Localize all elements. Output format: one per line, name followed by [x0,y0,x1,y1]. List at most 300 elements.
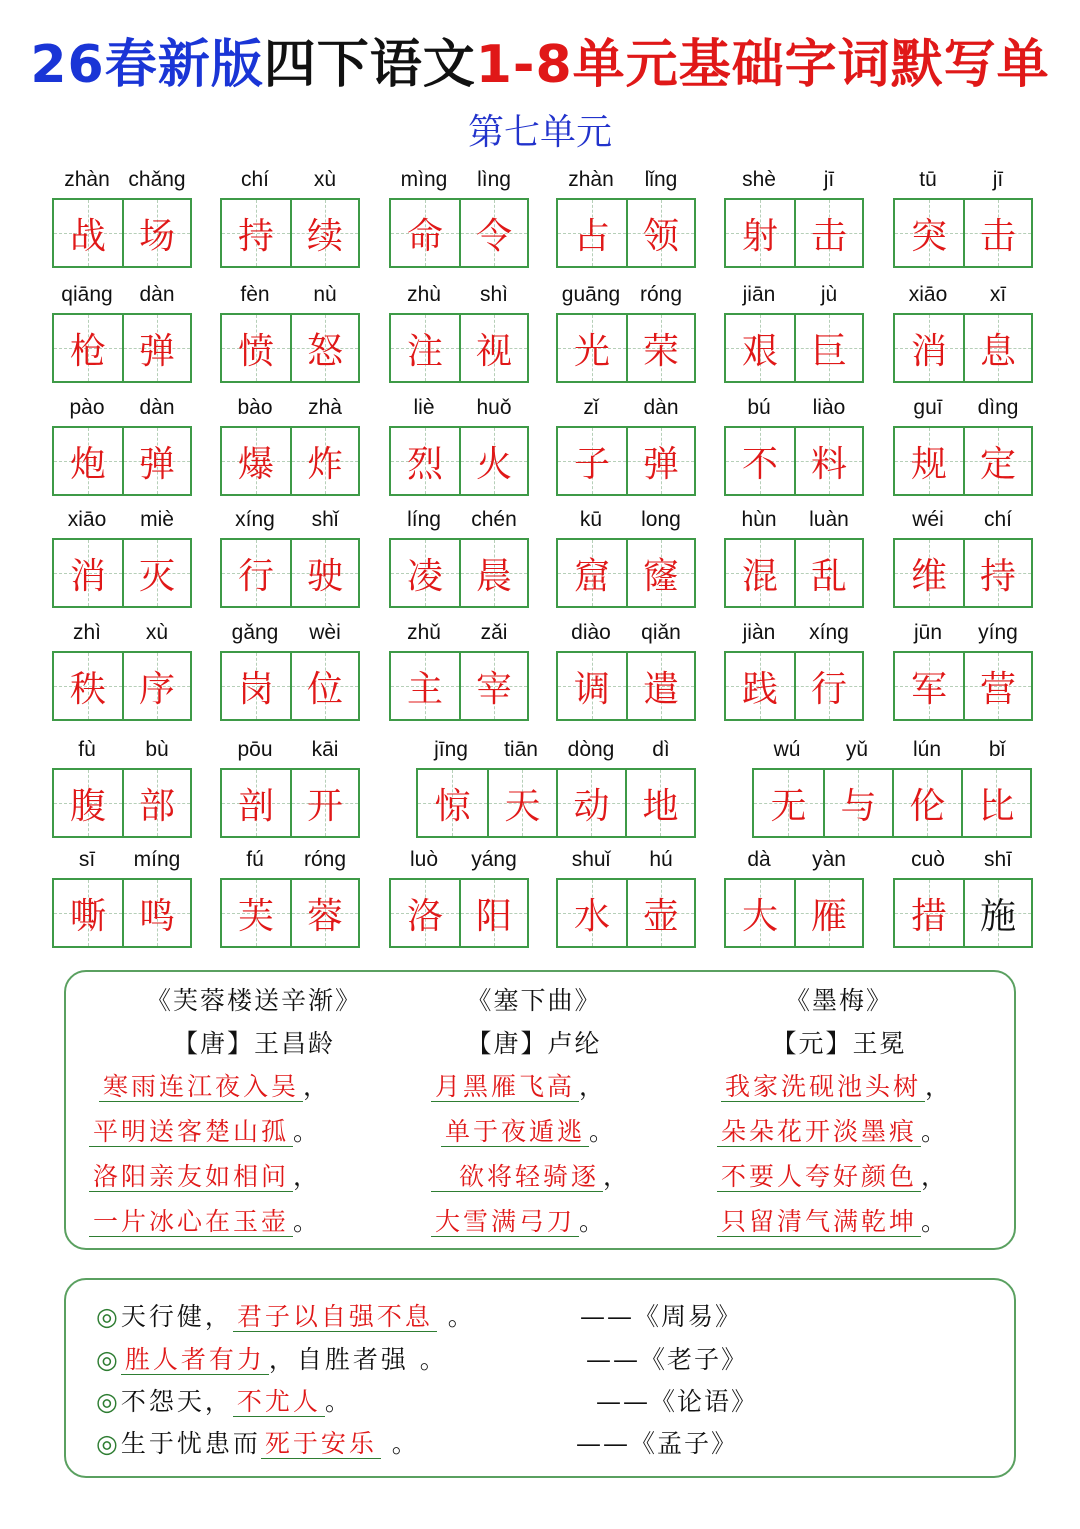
character: 部 [138,785,175,827]
vocab-word [893,848,1033,950]
poem-line-text: 我家洗砚池头树 [721,1072,925,1102]
character: 定 [979,443,1016,485]
poem-line [369,1111,699,1156]
character: 窟 [573,555,610,597]
character-box [52,426,192,496]
character-cell [290,200,358,266]
punctuation: 。 [589,1117,618,1146]
vocab-word [52,396,192,498]
character-cell [222,315,290,381]
pinyin: huǒ [476,396,512,419]
character-cell [963,315,1031,381]
bullet-icon: ◎ [96,1429,121,1458]
character: 腹 [69,785,106,827]
character: 炮 [69,443,106,485]
pinyin: hùn [741,508,777,531]
pinyin: dìng [977,396,1019,419]
pinyin: luàn [809,508,849,531]
vocab-word [724,621,864,723]
character-cell [895,653,963,719]
character-cell [726,540,794,606]
character: 愤 [237,330,274,372]
character-box [52,878,192,948]
pinyin: dàn [139,283,175,306]
character-box [220,313,360,383]
character: 占 [573,215,610,257]
pinyin: zhàn [64,168,110,191]
vocab-word [893,621,1033,723]
pinyin: chén [471,508,517,531]
pinyin: zhà [308,396,342,419]
character-box [52,313,192,383]
poem-line [369,1201,699,1246]
character-cell [222,540,290,606]
character-box [724,426,864,496]
character-box [893,538,1033,608]
pinyin: róng [639,283,683,306]
poem-title: 《塞下曲》 [466,986,602,1015]
vocab-word [220,738,360,840]
character-cell [626,428,694,494]
vocab-word [52,621,192,723]
vocab-word [724,168,864,270]
character-cell [459,653,527,719]
character: 惊 [434,785,471,827]
character-box [752,768,1032,838]
character-cell [54,428,122,494]
pinyin: xī [989,283,1007,306]
character-cell [122,540,190,606]
poem-line-text: 只留清气满乾坤 [717,1207,921,1237]
character: 天 [504,785,541,827]
pinyin: lǐng [644,168,678,191]
vocab-word [416,738,696,840]
character-box [389,878,529,948]
character: 维 [910,555,947,597]
character-cell [391,428,459,494]
pinyin: luò [409,848,439,871]
pinyin: shǐ [311,508,339,531]
character-cell [222,653,290,719]
pinyin: jiàn [742,621,776,644]
character-cell [391,540,459,606]
character-cell [418,770,487,836]
character-cell [391,653,459,719]
pinyin: qiāng [61,283,113,306]
character-cell [222,880,290,946]
character-cell [626,200,694,266]
character-cell [963,200,1031,266]
pinyin: xiāo [67,508,107,531]
pinyin: shī [983,848,1012,871]
character: 混 [741,555,778,597]
pinyin: xíng [809,621,849,644]
character-cell [459,200,527,266]
poem-line [369,1156,699,1201]
pinyin: pào [69,396,105,419]
poem-line-text: 一片冰心在玉壶 [89,1207,293,1237]
character: 弹 [138,330,175,372]
pinyin: guī [913,396,943,419]
pinyin: qiǎn [641,621,681,644]
pinyin: jiān [742,283,776,306]
pinyin: zǎi [480,621,508,644]
character-cell [54,315,122,381]
pinyin: lún [912,738,942,761]
character-box [220,426,360,496]
character-cell [626,540,694,606]
vocab-word [220,508,360,610]
pinyin: liè [413,396,435,419]
pinyin: kāi [311,738,339,761]
character-box [389,651,529,721]
pinyin: jūn [913,621,943,644]
character: 视 [475,330,512,372]
character: 持 [979,555,1016,597]
character: 窿 [642,555,679,597]
pinyin: liào [812,396,846,419]
character: 消 [910,330,947,372]
pinyin: miè [140,508,174,531]
character-cell [726,200,794,266]
character: 持 [237,215,274,257]
poem-2 [369,980,699,1246]
character-box [52,538,192,608]
character: 比 [978,785,1015,827]
character-box [893,198,1033,268]
punctuation: 。 [921,1117,950,1146]
character-box [220,198,360,268]
character: 灭 [138,555,175,597]
pinyin: zhì [72,621,101,644]
character: 军 [910,668,947,710]
quote-suffix: 。 [380,1429,420,1458]
character-cell [556,770,625,836]
pinyin: nù [313,283,337,306]
pinyin: bù [145,738,169,761]
character: 调 [573,668,610,710]
character: 伦 [909,785,946,827]
quote-suffix: 。 [436,1302,476,1331]
character-box [556,426,696,496]
quote-suffix: 。 [324,1387,353,1416]
pinyin: wèi [309,621,341,644]
character: 开 [306,785,343,827]
character-box [556,313,696,383]
vocab-word [52,508,192,610]
character-box [52,198,192,268]
character: 艰 [741,330,778,372]
character-cell [558,653,626,719]
character: 息 [979,330,1016,372]
character-box [893,878,1033,948]
punctuation: ， [579,1072,608,1101]
character: 践 [741,668,778,710]
pinyin: xiāo [908,283,948,306]
character-cell [726,880,794,946]
character-cell [963,540,1031,606]
character-cell [963,428,1031,494]
punctuation: ， [603,1162,632,1191]
pinyin: zhù [407,283,441,306]
character: 烈 [406,443,443,485]
character-cell [895,880,963,946]
poem-line [669,1066,1009,1111]
pinyin: lìng [477,168,511,191]
punctuation: 。 [293,1117,322,1146]
pinyin: shì [479,283,508,306]
pinyin: míng [133,848,181,871]
character-box [724,651,864,721]
vocab-word [724,396,864,498]
bullet-icon: ◎ [96,1302,121,1331]
character-box [724,538,864,608]
character: 无 [770,785,807,827]
character-cell [754,770,823,836]
character: 击 [979,215,1016,257]
pinyin: fèn [240,283,270,306]
character-cell [558,880,626,946]
quote-line [96,1381,353,1423]
character-box [893,651,1033,721]
character: 弹 [642,443,679,485]
character: 炸 [306,443,343,485]
quote-line [96,1296,476,1338]
vocab-word [389,508,529,610]
vocab-word [893,396,1033,498]
pinyin: guāng [561,283,621,306]
quote-prefix: 生于忧患而 [120,1429,261,1458]
vocab-word [52,848,192,950]
character: 场 [138,215,175,257]
quote-prefix: 不怨天， [120,1387,233,1416]
character-cell [961,770,1030,836]
pinyin: fù [78,738,96,761]
character-box [556,538,696,608]
vocab-word [556,848,696,950]
vocab-word [389,621,529,723]
character: 怒 [306,330,343,372]
character-cell [963,880,1031,946]
character-box [220,878,360,948]
character-cell [122,770,190,836]
pinyin: tiān [504,738,538,761]
character-box [556,198,696,268]
character-box [389,426,529,496]
character: 弹 [138,443,175,485]
character: 击 [810,215,847,257]
pinyin: shuǐ [571,848,611,871]
pinyin: sī [78,848,96,871]
vocab-word [724,508,864,610]
character-cell [54,880,122,946]
character: 剖 [237,785,274,827]
character-box [389,313,529,383]
poem-3 [669,980,1009,1246]
quote-line [96,1423,420,1465]
character-cell [122,200,190,266]
pinyin: wéi [912,508,944,531]
vocab-word [556,621,696,723]
character: 施 [979,895,1016,937]
quote-suffix: ，自胜者强 。 [268,1345,448,1374]
vocab-word [220,283,360,385]
character-cell [222,770,290,836]
pinyin: dàn [643,396,679,419]
character-cell [794,653,862,719]
pinyin: yǔ [845,738,869,761]
vocab-word [220,396,360,498]
quote-source: ——《孟子》 [576,1429,739,1458]
character: 驶 [306,555,343,597]
vocab-word [556,168,696,270]
bullet-icon: ◎ [96,1345,121,1374]
character: 序 [138,668,175,710]
character-cell [54,770,122,836]
character: 地 [642,785,679,827]
character-cell [122,315,190,381]
pinyin: dì [652,738,670,761]
character-cell [558,200,626,266]
pinyin: róng [303,848,347,871]
vocab-word [52,168,192,270]
character: 行 [237,555,274,597]
character: 芙 [237,895,274,937]
poem-line [669,1111,1009,1156]
vocab-word [724,283,864,385]
quote-answer: 胜人者有力 [121,1345,269,1375]
character-cell [895,315,963,381]
punctuation: ， [925,1072,954,1101]
character: 洛 [406,895,443,937]
character: 岗 [237,668,274,710]
poems-panel [64,970,1016,1250]
character-cell [54,653,122,719]
character: 荣 [642,330,679,372]
punctuation: 。 [921,1207,950,1236]
character: 壶 [642,895,679,937]
character: 不 [741,443,778,485]
punctuation: ， [303,1072,332,1101]
pinyin: cuò [911,848,945,871]
character-cell [459,540,527,606]
character-cell [823,770,892,836]
character-cell [122,880,190,946]
vocab-word [389,168,529,270]
poem-line-text: 大雪满弓刀 [431,1207,579,1237]
quote-answer: 死于安乐 [261,1429,381,1459]
pinyin: kū [579,508,603,531]
character-cell [54,200,122,266]
punctuation: ， [293,1162,322,1191]
vocab-word [220,848,360,950]
pinyin: chí [983,508,1012,531]
character: 水 [573,895,610,937]
pinyin: shè [742,168,776,191]
pinyin: wú [773,738,801,761]
character-box [724,198,864,268]
character-cell [459,880,527,946]
character-cell [558,428,626,494]
pinyin: dà [747,848,771,871]
poem-line [369,1066,699,1111]
character-cell [726,315,794,381]
character-cell [459,428,527,494]
poem-line-text: 平明送客楚山孤 [89,1117,293,1147]
pinyin: tū [919,168,937,191]
character: 领 [642,215,679,257]
pinyin: diào [571,621,611,644]
pinyin: mìng [400,168,448,191]
character-cell [290,653,358,719]
pinyin: bǐ [988,738,1006,761]
character-cell [794,880,862,946]
character-cell [290,770,358,836]
pinyin: zǐ [583,396,599,419]
bullet-icon: ◎ [96,1387,121,1416]
vocab-word [52,738,192,840]
vocab-word [220,168,360,270]
character: 子 [573,443,610,485]
pinyin: líng [407,508,441,531]
character-box [556,878,696,948]
poem-line-text: 洛阳亲友如相问 [89,1162,293,1192]
character-cell [222,200,290,266]
pinyin: jī [823,168,835,191]
character: 射 [741,215,778,257]
character-cell [222,428,290,494]
pinyin: bào [237,396,273,419]
pinyin: dòng [567,738,615,761]
unit-subtitle: 第七单元 [467,112,612,153]
pinyin: yáng [471,848,517,871]
character: 主 [406,668,443,710]
character-box [724,313,864,383]
poem-line [669,1201,1009,1246]
pinyin: dàn [139,396,175,419]
character-box [220,651,360,721]
character: 嘶 [69,895,106,937]
character-cell [794,200,862,266]
character-box [416,768,696,838]
quote-source: ——《老子》 [586,1345,749,1374]
character: 命 [406,215,443,257]
character-box [52,651,192,721]
vocab-word [220,621,360,723]
character: 雁 [810,895,847,937]
vocab-word [389,848,529,950]
vocab-word [724,848,864,950]
character: 位 [306,668,343,710]
character-cell [391,200,459,266]
pinyin: chǎng [128,168,186,191]
vocab-word [52,283,192,385]
character-cell [558,315,626,381]
character-box [389,198,529,268]
pinyin: jī [992,168,1004,191]
pinyin: fú [246,848,264,871]
character-box [893,313,1033,383]
pinyin: yàn [812,848,846,871]
vocab-word [752,738,1032,840]
vocab-word [389,283,529,385]
poem-author: 【唐】卢纶 [466,1029,602,1058]
pinyin: long [641,508,681,531]
pinyin: bú [747,396,771,419]
poem-author: 【元】王冕 [771,1029,907,1058]
quote-source: ——《论语》 [596,1387,759,1416]
poem-title: 《芙蓉楼送辛渐》 [145,986,362,1015]
